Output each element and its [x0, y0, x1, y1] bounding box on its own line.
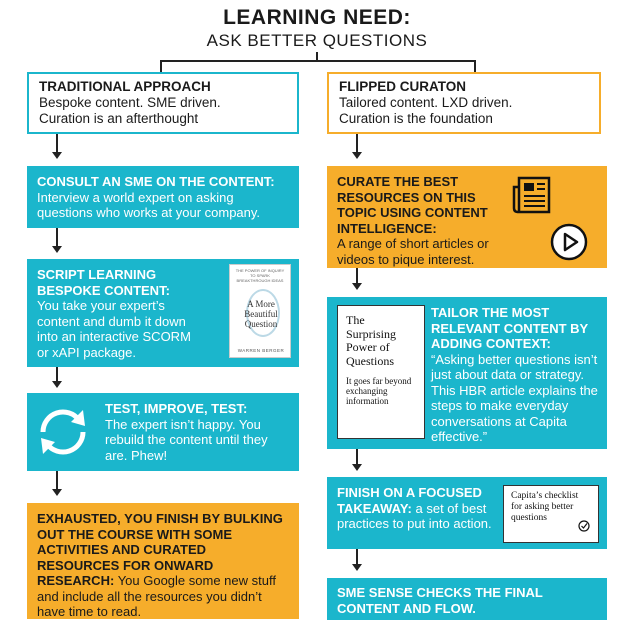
arrow-down-icon — [352, 152, 362, 159]
step-heading: SME SENSE CHECKS THE FINAL CONTENT AND FLOW. — [337, 585, 543, 616]
arrow-down-icon — [52, 246, 62, 253]
right-step-sme-check — [327, 578, 607, 620]
left-step-exhausted — [27, 503, 299, 619]
checklist-text: Capita’s checklist for asking better questions — [511, 491, 579, 523]
book-title: A More Beautiful Question — [244, 299, 278, 329]
flipped-curation-box — [327, 72, 601, 134]
arrow-shaft — [56, 471, 58, 489]
diagram-subtitle: ASK BETTER QUESTIONS — [206, 31, 428, 50]
arrow-down-icon — [52, 152, 62, 159]
step-heading: FINISH ON A FOCUSED TAKEAWAY: — [337, 485, 482, 516]
play-icon — [549, 222, 589, 262]
article-title: The Surprising Power of Questions — [346, 313, 397, 368]
step-body: “Asking better questions isn’t just about data or strategy. This HBR article explains the steps to make everyday conversations at Capita effective.” — [431, 351, 598, 444]
arrow-down-icon — [52, 489, 62, 496]
book-cover-image — [229, 264, 291, 358]
book-author: WARREN BERGER — [237, 348, 285, 353]
step-body: You Google some new stuff and include all the resources you didn’t have time to read. — [37, 573, 276, 619]
arrow-shaft — [356, 449, 358, 465]
step-heading: EXHAUSTED, YOU FINISH BY BULKING OUT THE COURSE WITH SOME ACTIVITIES AND CURATED RESOURCES FOR ONWARD RESEARCH: — [37, 511, 283, 588]
connector-right-drop — [474, 60, 476, 72]
flipped-line2: Curation is the foundation — [339, 111, 493, 126]
document-icon — [511, 175, 555, 215]
arrow-down-icon — [352, 564, 362, 571]
flipped-curation-title: FLIPPED CURATON — [339, 79, 467, 94]
left-step-consult-sme — [27, 166, 299, 228]
checkmark-icon — [578, 520, 590, 532]
arrow-shaft — [356, 549, 358, 565]
traditional-line2: Curation is an afterthought — [39, 111, 199, 126]
arrow-shaft — [356, 134, 358, 152]
traditional-approach-title: TRADITIONAL APPROACH — [39, 79, 211, 94]
arrow-shaft — [356, 268, 358, 284]
step-body: Interview a world expert on asking questions who works at your company. — [37, 189, 261, 220]
arrow-down-icon — [352, 464, 362, 471]
step-body: a set of best practices to put into action. — [337, 500, 492, 531]
book-tagline: THE POWER OF INQUIRY TO SPARK BREAKTHROUGH IDEAS — [235, 268, 285, 283]
step-heading: TAILOR THE MOST RELEVANT CONTENT BY ADDING CONTEXT: — [431, 305, 588, 351]
step-body: A range of short articles or videos to pique interest. — [337, 236, 489, 267]
arrow-down-icon — [352, 283, 362, 290]
article-subtitle: It goes far beyond exchanging information — [346, 376, 412, 406]
traditional-approach-box — [27, 72, 299, 134]
connector-horizontal — [160, 60, 476, 62]
step-heading: CONSULT AN SME ON THE CONTENT: — [37, 174, 275, 189]
arrow-shaft — [56, 134, 58, 152]
step-heading: TEST, IMPROVE, TEST: — [105, 401, 248, 416]
traditional-line1: Bespoke content. SME driven. — [39, 95, 221, 110]
connector-left-drop — [160, 60, 162, 72]
hbr-article-card — [337, 305, 425, 439]
step-body: You take your expert’s content and dumb it down into an interactive SCORM or xAPI package. — [37, 298, 191, 360]
flipped-line1: Tailored content. LXD driven. — [339, 95, 513, 110]
step-heading: CURATE THE BEST RESOURCES ON THIS TOPIC USING CONTENT INTELLIGENCE: — [337, 174, 488, 236]
arrow-shaft — [56, 228, 58, 246]
diagram-title: LEARNING NEED: — [223, 6, 411, 29]
checklist-card — [503, 485, 599, 543]
refresh-cycle-icon — [33, 402, 93, 462]
step-body: The expert isn’t happy. You rebuild the content until they are. Phew! — [105, 416, 268, 463]
arrow-down-icon — [52, 381, 62, 388]
step-heading: SCRIPT LEARNING BESPOKE CONTENT: — [37, 267, 170, 298]
